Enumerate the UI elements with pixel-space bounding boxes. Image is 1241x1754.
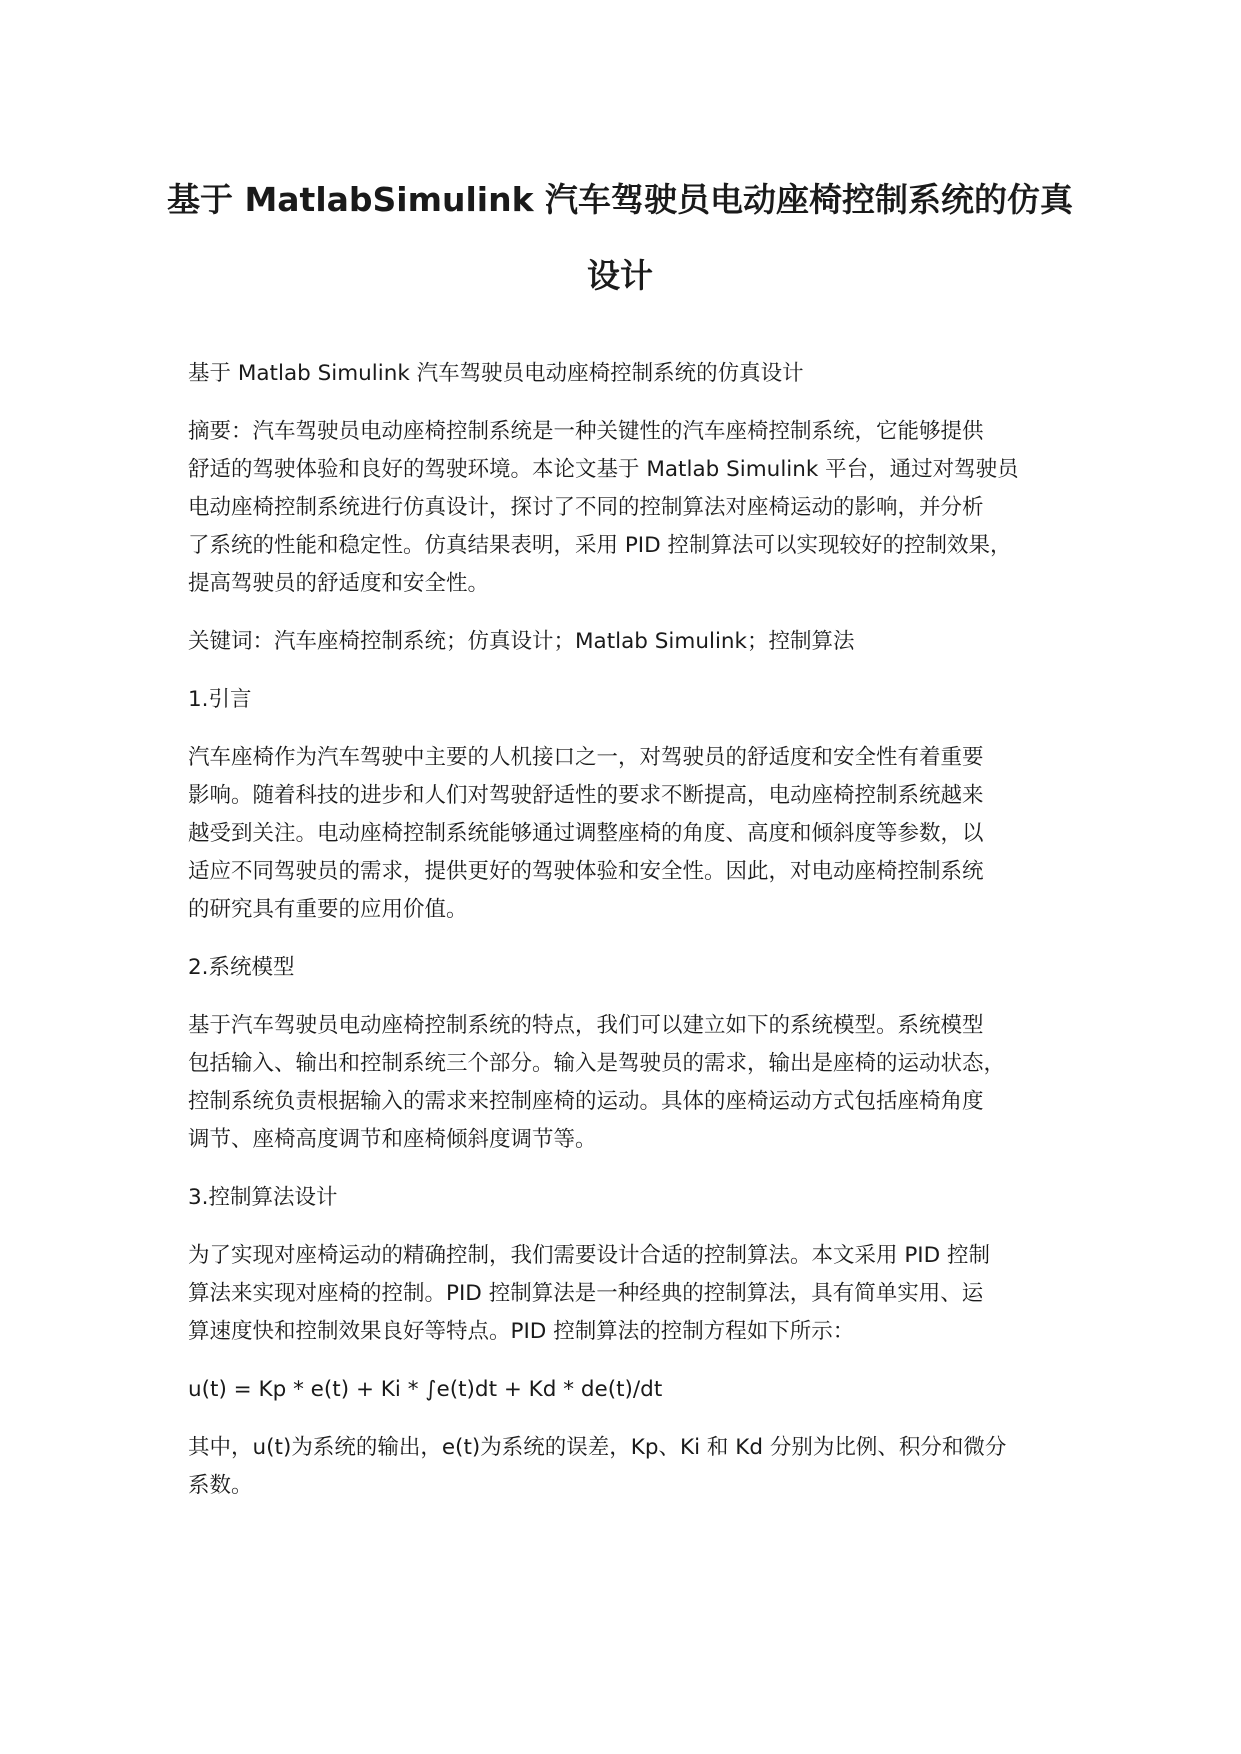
document-title-line-1: 基于 MatlabSimulink 汽车驾驶员电动座椅控制系统的仿真 — [166, 180, 1074, 219]
paragraph-line: 越受到关注。电动座椅控制系统能够通过调整座椅的角度、高度和倾斜度等参数，以 — [188, 821, 984, 846]
abstract-line: 电动座椅控制系统进行仿真设计，探讨了不同的控制算法对座椅运动的影响，并分析 — [188, 495, 984, 520]
paragraph-line: 影响。随着科技的进步和人们对驾驶舒适性的要求不断提高，电动座椅控制系统越来 — [188, 783, 984, 808]
section-heading-control-algorithm: 3.控制算法设计 — [188, 1185, 338, 1210]
abstract-line: 舒适的驾驶体验和良好的驾驶环境。本论文基于 Matlab Simulink 平台，通过对驾驶员 — [188, 457, 1019, 482]
paragraph-line: 其中，u(t)为系统的输出，e(t)为系统的误差，Kp、Ki 和 Kd 分别为比例、积分和微分 — [188, 1435, 1007, 1460]
paragraph-line: 算法来实现对座椅的控制。PID 控制算法是一种经典的控制算法，具有简单实用、运 — [188, 1281, 984, 1306]
keywords: 关键词：汽车座椅控制系统；仿真设计；Matlab Simulink；控制算法 — [188, 629, 855, 654]
paragraph-line: 算速度快和控制效果良好等特点。PID 控制算法的控制方程如下所示： — [188, 1319, 855, 1344]
paragraph-line: 控制系统负责根据输入的需求来控制座椅的运动。具体的座椅运动方式包括座椅角度 — [188, 1089, 984, 1114]
paragraph-line: 适应不同驾驶员的需求，提供更好的驾驶体验和安全性。因此，对电动座椅控制系统 — [188, 859, 984, 884]
paragraph-line: 系数。 — [188, 1473, 253, 1498]
paragraph-line: 基于汽车驾驶员电动座椅控制系统的特点，我们可以建立如下的系统模型。系统模型 — [188, 1013, 984, 1038]
abstract-line: 提高驾驶员的舒适度和安全性。 — [188, 571, 490, 596]
paragraph-line: 汽车座椅作为汽车驾驶中主要的人机接口之一，对驾驶员的舒适度和安全性有着重要 — [188, 745, 984, 770]
paragraph-line: 为了实现对座椅运动的精确控制，我们需要设计合适的控制算法。本文采用 PID 控制 — [188, 1243, 991, 1268]
section-heading-system-model: 2.系统模型 — [188, 955, 295, 980]
paragraph-line: 包括输入、输出和控制系统三个部分。输入是驾驶员的需求，输出是座椅的运动状态， — [188, 1051, 1006, 1076]
paragraph-line: 的研究具有重要的应用价值。 — [188, 897, 468, 922]
section-heading-introduction: 1.引言 — [188, 687, 252, 712]
pid-equation: u(t) = Kp * e(t) + Ki * ∫e(t)dt + Kd * de(t)/dt — [188, 1377, 663, 1402]
document-title-line-2: 设计 — [587, 256, 653, 295]
abstract-line: 了系统的性能和稳定性。仿真结果表明，采用 PID 控制算法可以实现较好的控制效果， — [188, 533, 1012, 558]
paragraph-line: 调节、座椅高度调节和座椅倾斜度调节等。 — [188, 1127, 597, 1152]
abstract-line: 摘要：汽车驾驶员电动座椅控制系统是一种关键性的汽车座椅控制系统，它能够提供 — [188, 419, 984, 444]
subtitle: 基于 Matlab Simulink 汽车驾驶员电动座椅控制系统的仿真设计 — [188, 361, 804, 386]
